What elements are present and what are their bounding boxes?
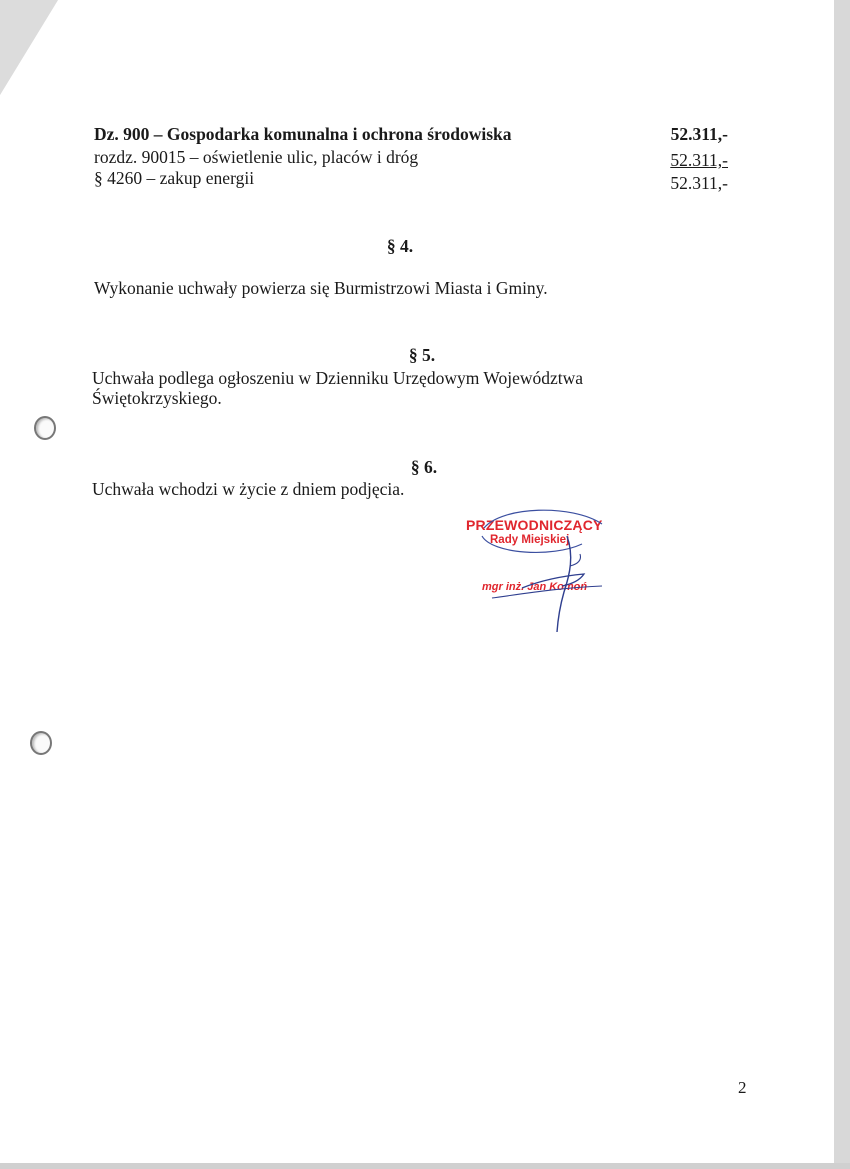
stamp-title: PRZEWODNICZĄCY bbox=[466, 517, 603, 533]
punch-hole-lower bbox=[30, 731, 52, 755]
section-5-text-line2: Świętokrzyskiego. bbox=[92, 388, 222, 408]
division-label: Dz. 900 – Gospodarka komunalna i ochrona środowiska bbox=[94, 124, 512, 144]
handwritten-signature bbox=[462, 506, 662, 646]
scan-edge-bottom bbox=[0, 1163, 850, 1169]
section-6-heading: § 6. bbox=[410, 457, 438, 477]
chapter-label: rozdz. 90015 – oświetlenie ulic, placów i dróg bbox=[94, 147, 419, 167]
chapter-amount: 52.311,- bbox=[670, 150, 728, 170]
section-4-text: Wykonanie uchwały powierza się Burmistrzowi Miasta i Gminy. bbox=[94, 278, 548, 298]
page-number: 2 bbox=[738, 1078, 747, 1097]
stamp-subtitle: Rady Miejskiej bbox=[490, 534, 570, 546]
section-5-heading: § 5. bbox=[408, 345, 436, 365]
section-6-text: Uchwała wchodzi w życie z dniem podjęcia. bbox=[92, 479, 405, 499]
scan-edge-right bbox=[834, 0, 850, 1169]
section-5-text-line1: Uchwała podlega ogłoszeniu w Dzienniku Urzędowym Województwa bbox=[92, 368, 584, 388]
paragraph-amount: 52.311,- bbox=[670, 173, 728, 193]
division-amount: 52.311,- bbox=[670, 124, 728, 144]
section-4-heading: § 4. bbox=[386, 236, 414, 256]
paragraph-label: § 4260 – zakup energii bbox=[94, 168, 255, 188]
stamp-name: mgr inż. Jan Komoń bbox=[482, 581, 588, 593]
punch-hole-upper bbox=[34, 416, 56, 440]
